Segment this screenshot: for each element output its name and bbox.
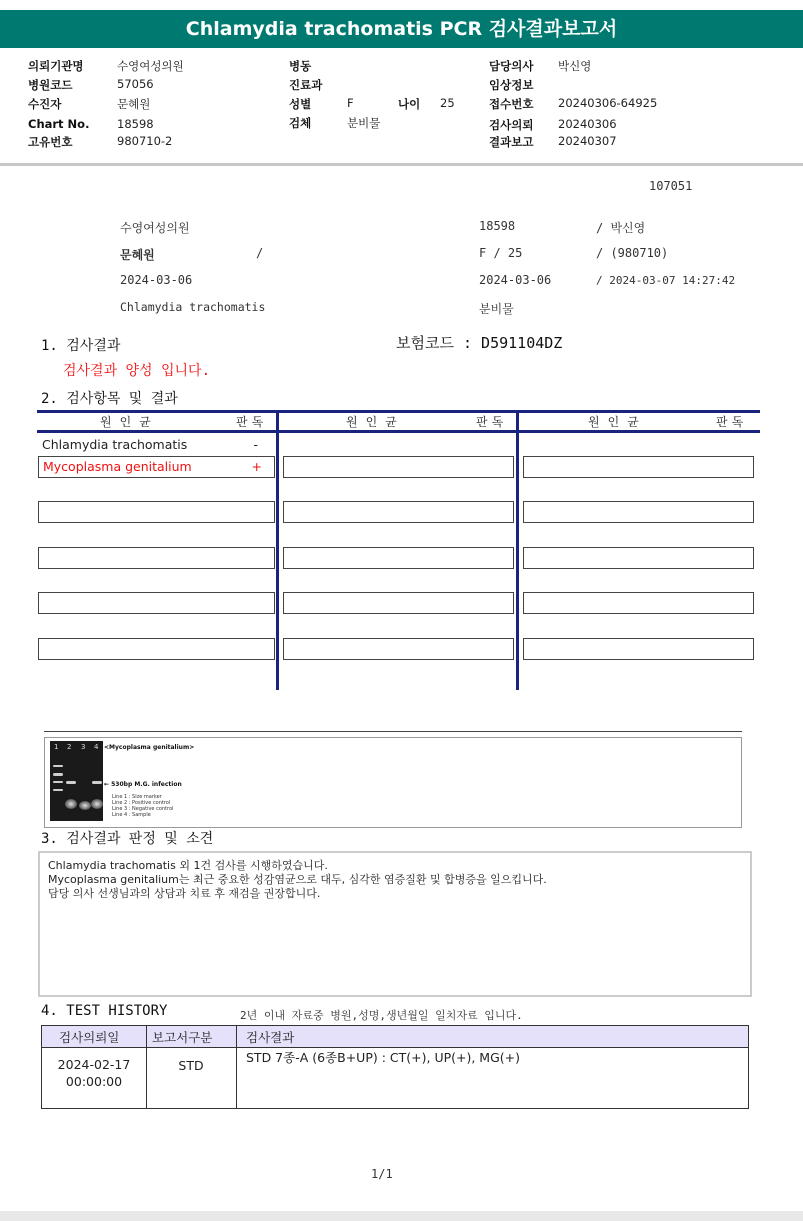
result-row bbox=[42, 434, 272, 456]
marker-band bbox=[53, 781, 63, 783]
empty-cell bbox=[523, 456, 754, 478]
primer-dimer bbox=[65, 799, 77, 809]
gel-band-text: 530bp M.G. infection bbox=[111, 781, 182, 788]
summary-datetime: / 2024-03-07 14:27:42 bbox=[596, 274, 736, 287]
section2-title: 2. 검사항목 및 결과 bbox=[41, 391, 178, 407]
gel-legend-line: Line 2 : Positive control bbox=[112, 800, 171, 806]
summary-hospital: 수영여성의원 bbox=[120, 221, 190, 235]
col-judge-header: 판독 bbox=[236, 415, 268, 429]
history-type: STD bbox=[178, 1058, 204, 1073]
hospital-value: 수영여성의원 bbox=[117, 59, 184, 73]
col-judge-header: 판독 bbox=[716, 415, 748, 429]
unique-value: 980710-2 bbox=[117, 134, 173, 148]
empty-cell bbox=[38, 501, 275, 523]
doctor-value: 박신영 bbox=[558, 59, 592, 73]
summary-date2: 2024-03-06 bbox=[479, 273, 552, 287]
column-divider bbox=[276, 410, 279, 690]
marker-band bbox=[53, 773, 63, 776]
sex-label: 성별 bbox=[289, 97, 312, 111]
empty-cell bbox=[38, 638, 275, 660]
empty-cell bbox=[523, 592, 754, 614]
footer-bar bbox=[0, 1211, 803, 1221]
gel-legend-line: Line 3 : Negative control bbox=[112, 806, 174, 812]
history-header-type: 보고서구분 bbox=[152, 1030, 213, 1045]
section4-title: 4. TEST HISTORY bbox=[41, 1003, 168, 1019]
history-header-date: 검사의뢰일 bbox=[59, 1030, 120, 1045]
summary-doctor: / 박신영 bbox=[596, 221, 646, 235]
result-positive: 검사결과 양성 입니다. bbox=[63, 363, 211, 379]
unique-label: 고유번호 bbox=[28, 135, 73, 149]
report-value: 20240307 bbox=[558, 134, 617, 148]
age-label: 나이 bbox=[398, 97, 421, 111]
summary-date1: 2024-03-06 bbox=[120, 273, 193, 287]
empty-cell bbox=[38, 547, 275, 569]
lane-number: 2 bbox=[67, 743, 72, 751]
summary-birth: / (980710) bbox=[596, 246, 669, 260]
gel-electrophoresis-image bbox=[50, 741, 103, 821]
section1-title: 1. 검사결과 bbox=[41, 338, 121, 354]
empty-cell bbox=[38, 592, 275, 614]
divider bbox=[0, 163, 803, 166]
opinion-box bbox=[38, 851, 752, 997]
history-header-result: 검사결과 bbox=[246, 1030, 295, 1045]
receipt-label: 접수번호 bbox=[489, 97, 534, 111]
hospital-code-label: 병원코드 bbox=[28, 78, 73, 92]
col-pathogen-header: 원인균 bbox=[346, 415, 405, 429]
lane-number: 3 bbox=[81, 743, 86, 751]
patient-label: 수진자 bbox=[28, 97, 62, 111]
report-label: 결과보고 bbox=[489, 135, 534, 149]
history-date: 2024-02-17 bbox=[57, 1057, 131, 1072]
section3-title: 3. 검사결과 판정 및 소견 bbox=[41, 831, 214, 847]
history-result: STD 7종-A (6종B+UP) : CT(+), UP(+), MG(+) bbox=[246, 1050, 521, 1065]
primer-dimer bbox=[91, 799, 103, 809]
patient-value: 문혜원 bbox=[117, 97, 151, 111]
sex-value: F bbox=[347, 96, 354, 110]
history-note: 2년 이내 자료중 병원,성명,생년월일 일치자료 입니다. bbox=[240, 1009, 523, 1022]
ward-label: 병동 bbox=[289, 59, 312, 73]
report-title: Chlamydia trachomatis PCR 검사결과보고서 bbox=[0, 10, 803, 48]
history-date-cell bbox=[42, 1056, 146, 1090]
opinion-line: Chlamydia trachomatis 외 1건 검사를 시행하였습니다. bbox=[48, 859, 328, 872]
opinion-line: 담당 의사 선생님과의 상담과 치료 후 재검을 권장합니다. bbox=[48, 887, 321, 900]
judge-mark: + bbox=[251, 459, 262, 474]
dept-label: 진료과 bbox=[289, 78, 323, 92]
pathogen-name: Chlamydia trachomatis bbox=[42, 437, 188, 452]
gel-legend-line: Line 4 : Sample bbox=[112, 812, 151, 818]
gel-top-rule bbox=[44, 731, 742, 732]
column-divider bbox=[236, 1026, 237, 1108]
chart-label: Chart No. bbox=[28, 117, 90, 131]
receipt-value: 20240306-64925 bbox=[558, 96, 658, 110]
pathogen-name: Mycoplasma genitalium bbox=[43, 459, 192, 474]
primer-dimer bbox=[79, 801, 91, 810]
col-pathogen-header: 원인균 bbox=[588, 415, 647, 429]
sample-band bbox=[92, 781, 102, 784]
clinical-label: 임상정보 bbox=[489, 78, 534, 92]
marker-band bbox=[53, 765, 63, 767]
col-pathogen-header: 원인균 bbox=[100, 415, 159, 429]
gel-title: <Mycoplasma genitalium> bbox=[104, 744, 195, 751]
history-header-row bbox=[42, 1026, 748, 1048]
report-code: 107051 bbox=[649, 179, 693, 193]
positive-band bbox=[66, 781, 76, 784]
lane-number: 1 bbox=[54, 743, 59, 751]
request-value: 20240306 bbox=[558, 117, 617, 131]
summary-patient: 문혜원 bbox=[120, 248, 155, 262]
gel-legend bbox=[112, 794, 173, 818]
summary-chart: 18598 bbox=[479, 219, 516, 233]
gel-band-label: ← 530bp M.G. infection bbox=[104, 781, 182, 788]
hospital-code-value: 57056 bbox=[117, 77, 154, 91]
summary-specimen: 분비물 bbox=[479, 302, 514, 316]
hospital-label: 의뢰기관명 bbox=[28, 59, 84, 73]
age-value: 25 bbox=[440, 96, 455, 110]
judge-mark: - bbox=[253, 437, 258, 452]
request-label: 검사의뢰 bbox=[489, 118, 534, 132]
gel-legend-line: Line 1 : Size marker bbox=[112, 794, 162, 800]
column-divider bbox=[516, 410, 519, 690]
empty-cell bbox=[523, 638, 754, 660]
empty-cell bbox=[283, 547, 514, 569]
empty-cell bbox=[283, 501, 514, 523]
page-number: 1/1 bbox=[371, 1167, 393, 1181]
history-time: 00:00:00 bbox=[65, 1074, 123, 1089]
summary-sex-age: F / 25 bbox=[479, 246, 523, 260]
opinion-line: Mycoplasma genitalium는 최근 중요한 성감염균으로 대두, 심각한 염증질환 및 합병증을 일으킵니다. bbox=[48, 873, 547, 886]
empty-cell bbox=[283, 456, 514, 478]
summary-slash: / bbox=[256, 246, 264, 260]
specimen-value: 분비물 bbox=[347, 116, 381, 130]
empty-cell bbox=[283, 638, 514, 660]
empty-cell bbox=[283, 592, 514, 614]
insurance-code: 보험코드 : D591104DZ bbox=[396, 334, 563, 352]
marker-band bbox=[53, 789, 63, 791]
lane-number: 4 bbox=[94, 743, 99, 751]
empty-cell bbox=[523, 547, 754, 569]
result-row bbox=[38, 456, 275, 478]
empty-cell bbox=[523, 501, 754, 523]
col-judge-header: 판독 bbox=[476, 415, 508, 429]
history-table bbox=[41, 1025, 749, 1109]
summary-test: Chlamydia trachomatis bbox=[120, 300, 266, 314]
chart-value: 18598 bbox=[117, 117, 154, 131]
table-header-border bbox=[37, 430, 760, 433]
specimen-label: 검체 bbox=[289, 116, 312, 130]
doctor-label: 담당의사 bbox=[489, 59, 534, 73]
